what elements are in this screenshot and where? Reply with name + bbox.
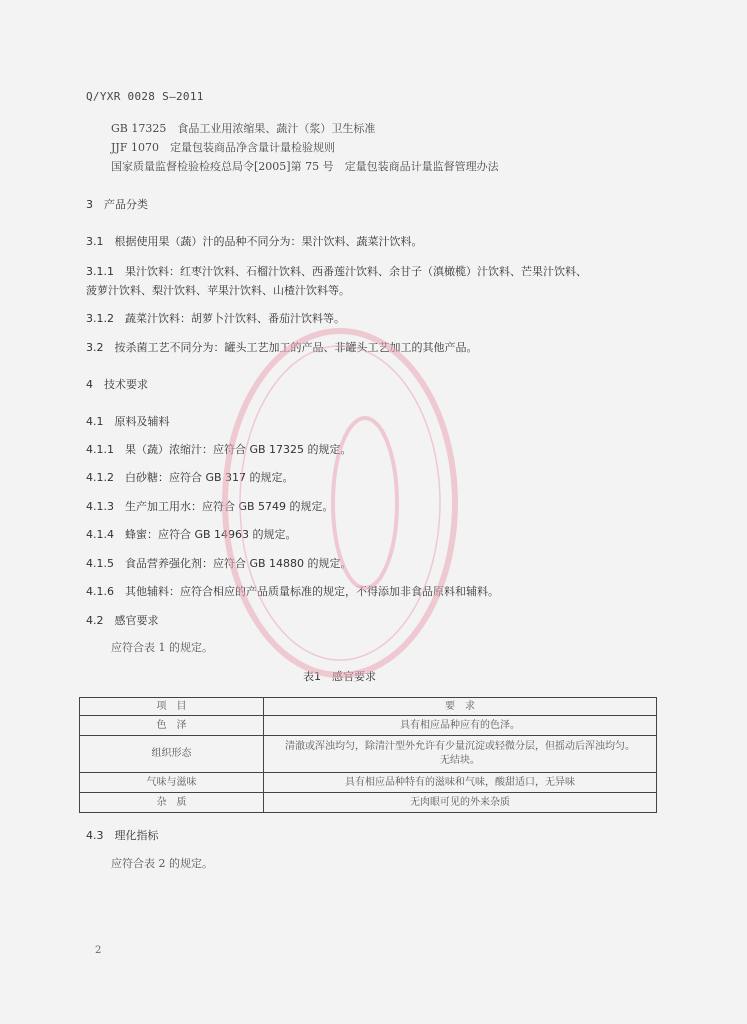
- clause-4-2-text: 应符合表 1 的规定。: [111, 641, 213, 654]
- clause-4-1-3: 4.1.3 生产加工用水：应符合 GB 5749 的规定。: [86, 500, 334, 513]
- table-cell-item: 杂 质: [80, 793, 264, 813]
- page-number: 2: [95, 945, 102, 956]
- clause-3-2: 3.2 按杀菌工艺不同分为：罐头工艺加工的产品、非罐头工艺加工的其他产品。: [86, 341, 478, 354]
- clause-3-1-2: 3.1.2 蔬菜汁饮料：胡萝卜汁饮料、番茄汁饮料等。: [86, 312, 345, 325]
- table-cell-item: 色 泽: [80, 716, 264, 736]
- table-header-requirement: 要 求: [264, 698, 657, 716]
- reference-order-75: 国家质量监督检验检疫总局令[2005]第 75 号 定量包装商品计量监督管理办法: [111, 160, 499, 173]
- reference-jjf1070: JJF 1070 定量包装商品净含量计量检验规则: [111, 141, 335, 154]
- clause-4-1: 4.1 原料及辅料: [86, 415, 170, 428]
- clause-4-1-5: 4.1.5 食品营养强化剂：应符合 GB 14880 的规定。: [86, 557, 352, 570]
- clause-4-3: 4.3 理化指标: [86, 829, 159, 842]
- clause-4-1-4: 4.1.4 蜂蜜：应符合 GB 14963 的规定。: [86, 528, 297, 541]
- table-row: [80, 793, 657, 813]
- clause-4-1-6: 4.1.6 其他辅料：应符合相应的产品质量标准的规定，不得添加非食品原料和辅料。: [86, 585, 499, 598]
- clause-4-3-text: 应符合表 2 的规定。: [111, 857, 213, 870]
- clause-3-1-1-line1: 3.1.1 果汁饮料：红枣汁饮料、石榴汁饮料、西番莲汁饮料、余甘子（滇橄榄）汁饮料、芒果汁饮料、: [86, 265, 587, 278]
- table-cell-requirement: 具有相应品种应有的色泽。: [264, 716, 657, 736]
- table-header-row: [80, 698, 657, 716]
- table-cell-item: 气味与滋味: [80, 773, 264, 793]
- clause-4-1-2: 4.1.2 白砂糖：应符合 GB 317 的规定。: [86, 471, 294, 484]
- table-cell-requirement: 无肉眼可见的外来杂质: [264, 793, 657, 813]
- clause-4-2: 4.2 感官要求: [86, 614, 159, 627]
- reference-gb17325: GB 17325 食品工业用浓缩果、蔬汁（浆）卫生标准: [111, 122, 376, 135]
- table-row: [80, 773, 657, 793]
- section-4-heading: 4 技术要求: [86, 378, 148, 391]
- clause-4-1-1: 4.1.1 果（蔬）浓缩汁：应符合 GB 17325 的规定。: [86, 443, 352, 456]
- table-cell-requirement: 具有相应品种特有的滋味和气味，酸甜适口，无异味: [264, 773, 657, 793]
- table-row: [80, 736, 657, 773]
- clause-3-1: 3.1 根据使用果（蔬）汁的品种不同分为：果汁饮料、蔬菜汁饮料。: [86, 235, 423, 248]
- table-row: [80, 716, 657, 736]
- section-3-heading: 3 产品分类: [86, 198, 148, 211]
- sensory-requirements-table: [79, 697, 657, 813]
- table-cell-requirement: [264, 736, 657, 773]
- table-header-item: 项 目: [80, 698, 264, 716]
- standard-code: Q/YXR 0028 S—2011: [86, 90, 204, 103]
- table-1-caption: 表1 感官要求: [303, 670, 376, 683]
- table-cell-item: 组织形态: [80, 736, 264, 773]
- table-cell-requirement-line1: 清澈或浑浊均匀，除清汁型外允许有少量沉淀或轻微分层，但摇动后浑浊均匀。: [285, 741, 635, 752]
- clause-3-1-1-line2: 菠萝汁饮料、梨汁饮料、苹果汁饮料、山楂汁饮料等。: [86, 284, 350, 297]
- table-cell-requirement-line2: 无结块。: [440, 755, 480, 766]
